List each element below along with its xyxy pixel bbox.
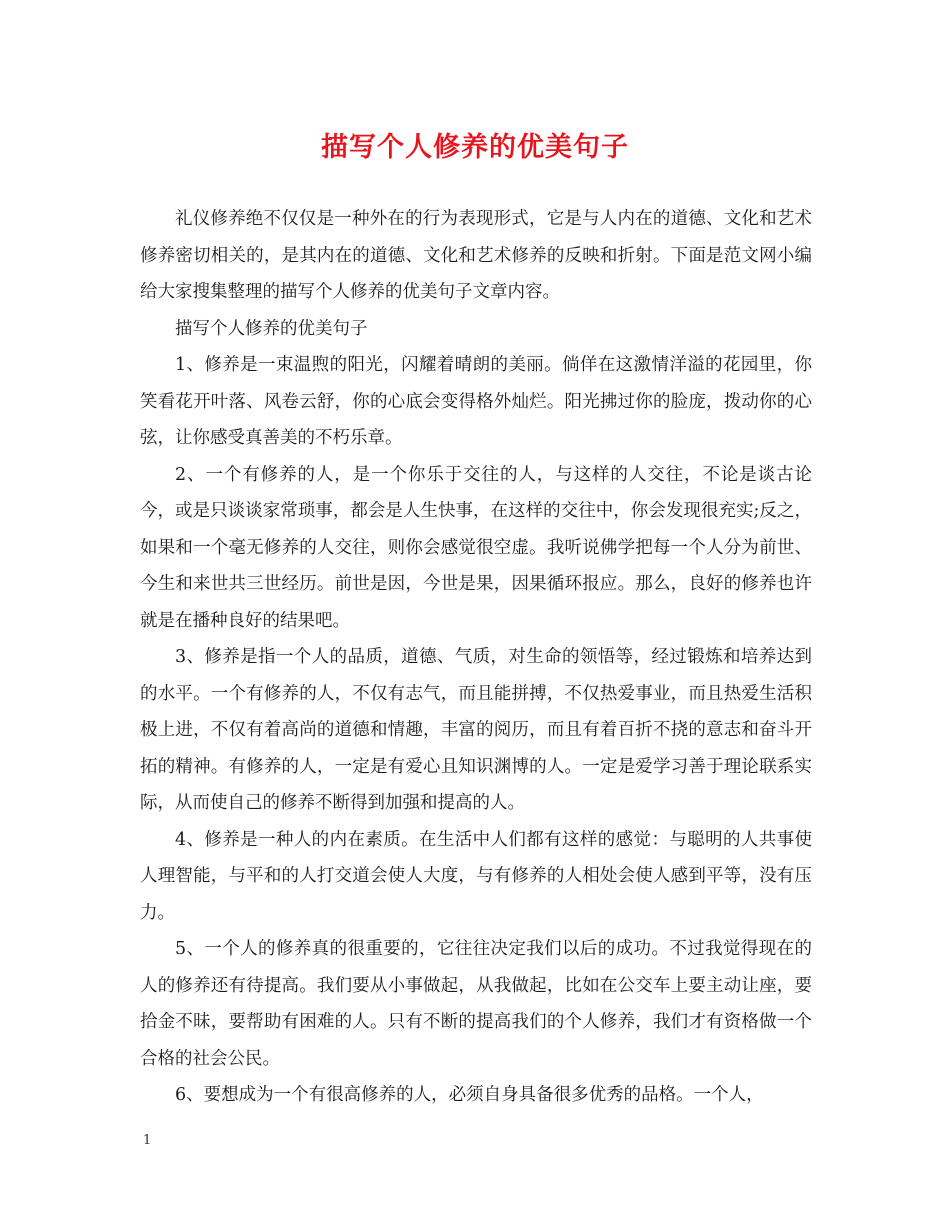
- page-number: 1: [143, 1133, 152, 1148]
- paragraph-item-4: 4、修养是一种人的内在素质。在生活中人们都有这样的感觉：与聪明的人共事使人理智能，与平和的人打交道会使人大度，与有修养的人相处会使人感到平等，没有压力。: [140, 829, 812, 923]
- document-title: 描写个人修养的优美句子: [321, 132, 629, 163]
- paragraph-item-6: 6、要想成为一个有很高修养的人，必须自身具备很多优秀的品格。一个人，: [175, 1085, 764, 1105]
- document-body: [140, 201, 812, 1114]
- paragraph-subheading: 描写个人修养的优美句子: [175, 318, 368, 339]
- paragraph-intro: 礼仪修养绝不仅仅是一种外在的行为表现形式，它是与人内在的道德、文化和艺术修养密切相关的，是其内在的道德、文化和艺术修养的反映和折射。下面是范文网小编给大家搜集整理的描写个人修养的优美句子文章内容。: [140, 209, 812, 302]
- paragraph-item-1: 1、修养是一束温煦的阳光，闪耀着晴朗的美丽。倘佯在这激情洋溢的花园里，你笑看花开叶落、风卷云舒，你的心底会变得格外灿烂。阳光拂过你的脸庞，拨动你的心弦，让你感受真善美的不朽乐章。: [140, 355, 812, 448]
- paragraph-item-5: 5、一个人的修养真的很重要的，它往往决定我们以后的成功。不过我觉得现在的人的修养还有待提高。我们要从小事做起，从我做起，比如在公交车上要主动让座，要拾金不昧，要帮助有困难的人。只有不断的提高我们的个人修养，我们才有资格做一个合格的社会公民。: [140, 939, 812, 1069]
- paragraph-item-2: 2、一个有修养的人，是一个你乐于交往的人，与这样的人交往，不论是谈古论今，或是只谈谈家常琐事，都会是人生快事，在这样的交往中，你会发现很充实;反之，如果和一个毫无修养的人交往，则你会感觉很空虚。我听说佛学把每一个人分为前世、今生和来世共三世经历。前世是因，今世是果，因果循环报应。那么，良好的修养也许就是在播种良好的结果吧。: [140, 464, 812, 631]
- paragraph-item-3: 3、修养是指一个人的品质，道德、气质，对生命的领悟等，经过锻炼和培养达到的水平。一个有修养的人，不仅有志气，而且能拼搏，不仅热爱事业，而且热爱生活积极上进，不仅有着高尚的道德和情趣，丰富的阅历，而且有着百折不挠的意志和奋斗开拓的精神。有修养的人，一定是有爱心且知识渊博的人。一定是爱学习善于理论联系实际，从而使自己的修养不断得到加强和提高的人。: [140, 647, 812, 813]
